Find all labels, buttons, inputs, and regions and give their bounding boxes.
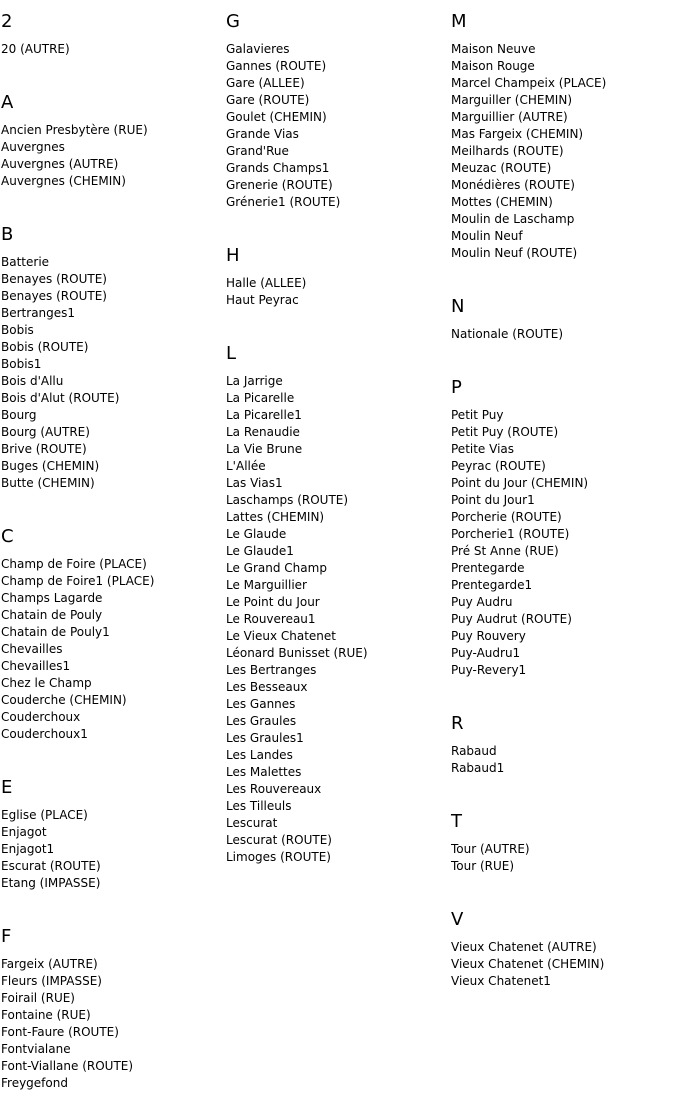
street-link[interactable]: Limoges (ROUTE) xyxy=(226,850,331,864)
street-link[interactable]: Bourg xyxy=(1,408,37,422)
street-link[interactable]: Ancien Presbytère (RUE) xyxy=(1,123,148,137)
street-link[interactable]: Benayes (ROUTE) xyxy=(1,272,107,286)
street-link[interactable]: Les Rouvereaux xyxy=(226,782,322,796)
letter-section xyxy=(1,213,223,492)
street-link[interactable]: Le Glaude1 xyxy=(226,544,294,558)
street-link[interactable]: Pré St Anne (RUE) xyxy=(451,544,559,558)
street-link[interactable]: Font-Faure (ROUTE) xyxy=(1,1025,119,1039)
section-letter-heading: G xyxy=(226,11,240,32)
letter-section xyxy=(226,0,448,211)
street-link[interactable]: Le Point du Jour xyxy=(226,595,320,609)
street-link[interactable]: Vieux Chatenet (AUTRE) xyxy=(451,940,597,954)
letter-section xyxy=(1,81,223,190)
street-link[interactable]: Vieux Chatenet (CHEMIN) xyxy=(451,957,605,971)
letter-section xyxy=(226,234,448,309)
letter-section xyxy=(451,366,673,679)
section-letter-heading: L xyxy=(226,343,237,364)
section-letter-heading: R xyxy=(451,713,464,734)
street-link[interactable]: Champs Lagarde xyxy=(1,591,103,605)
street-link[interactable]: Marguillier (AUTRE) xyxy=(451,110,568,124)
section-letter-heading: N xyxy=(451,296,465,317)
street-link[interactable]: Porcherie (ROUTE) xyxy=(451,510,562,524)
street-link[interactable]: Puy-Audru1 xyxy=(451,646,521,660)
street-link[interactable]: Puy Audrut (ROUTE) xyxy=(451,612,572,626)
street-link[interactable]: Peyrac (ROUTE) xyxy=(451,459,546,473)
street-link[interactable]: Haut Peyrac xyxy=(226,293,299,307)
street-link[interactable]: Champ de Foire (PLACE) xyxy=(1,557,147,571)
street-link[interactable]: Eglise (PLACE) xyxy=(1,808,88,822)
street-link[interactable]: Point du Jour1 xyxy=(451,493,535,507)
street-link[interactable]: Etang (IMPASSE) xyxy=(1,876,101,890)
street-link[interactable]: Porcherie1 (ROUTE) xyxy=(451,527,570,541)
street-link[interactable]: Bois d'Alut (ROUTE) xyxy=(1,391,120,405)
street-link[interactable]: Marguiller (CHEMIN) xyxy=(451,93,573,107)
street-link[interactable]: Le Glaude xyxy=(226,527,287,541)
street-link[interactable]: Goulet (CHEMIN) xyxy=(226,110,327,124)
street-link[interactable]: Lattes (CHEMIN) xyxy=(226,510,325,524)
street-link[interactable]: La Picarelle1 xyxy=(226,408,302,422)
street-link[interactable]: Font-Viallane (ROUTE) xyxy=(1,1059,134,1073)
street-link[interactable]: Laschamps (ROUTE) xyxy=(226,493,349,507)
street-link[interactable]: Las Vias1 xyxy=(226,476,283,490)
street-link[interactable]: Fontaine (RUE) xyxy=(1,1008,91,1022)
section-letter-heading: P xyxy=(451,377,462,398)
letter-section xyxy=(1,0,223,58)
street-link[interactable]: Lescurat xyxy=(226,816,278,830)
section-letter-heading: F xyxy=(1,926,12,947)
street-link[interactable]: Grand'Rue xyxy=(226,144,289,158)
index-column xyxy=(1,0,223,1115)
street-link[interactable]: Moulin Neuf xyxy=(451,229,523,243)
street-link[interactable]: Le Vieux Chatenet xyxy=(226,629,336,643)
street-link[interactable]: Chatain de Pouly1 xyxy=(1,625,110,639)
street-link[interactable]: Grenerie (ROUTE) xyxy=(226,178,333,192)
street-link[interactable]: Auvergnes (CHEMIN) xyxy=(1,174,126,188)
street-link[interactable]: Gare (ALLEE) xyxy=(226,76,305,90)
street-link[interactable]: Puy Audru xyxy=(451,595,513,609)
street-link[interactable]: Les Gannes xyxy=(226,697,296,711)
street-link[interactable]: Les Bertranges xyxy=(226,663,317,677)
street-link[interactable]: Vieux Chatenet1 xyxy=(451,974,551,988)
street-link[interactable]: Butte (CHEMIN) xyxy=(1,476,95,490)
section-letter-heading: A xyxy=(1,92,14,113)
index-column xyxy=(226,0,448,889)
section-letter-heading: C xyxy=(1,526,14,547)
street-link[interactable]: Grands Champs1 xyxy=(226,161,330,175)
street-link[interactable]: Les Tilleuls xyxy=(226,799,292,813)
street-link[interactable]: Puy-Revery1 xyxy=(451,663,527,677)
street-link[interactable]: Le Grand Champ xyxy=(226,561,327,575)
letter-section xyxy=(226,332,448,866)
street-link[interactable]: Petit Puy xyxy=(451,408,504,422)
street-link[interactable]: Prentegarde xyxy=(451,561,525,575)
street-link[interactable]: Enjagot xyxy=(1,825,47,839)
street-link[interactable]: Les Malettes xyxy=(226,765,302,779)
street-link[interactable]: Marcel Champeix (PLACE) xyxy=(451,76,607,90)
street-link[interactable]: La Renaudie xyxy=(226,425,300,439)
street-link[interactable]: Rabaud xyxy=(451,744,497,758)
section-letter-heading: E xyxy=(1,777,13,798)
street-link[interactable]: Fleurs (IMPASSE) xyxy=(1,974,102,988)
letter-section xyxy=(451,800,673,875)
street-link[interactable]: Grénerie1 (ROUTE) xyxy=(226,195,341,209)
section-letter-heading: H xyxy=(226,245,240,266)
street-link[interactable]: Halle (ALLEE) xyxy=(226,276,307,290)
street-link[interactable]: Benayes (ROUTE) xyxy=(1,289,107,303)
street-link[interactable]: Buges (CHEMIN) xyxy=(1,459,100,473)
street-link[interactable]: Les Landes xyxy=(226,748,293,762)
street-link[interactable]: Foirail (RUE) xyxy=(1,991,75,1005)
street-link[interactable]: Bobis xyxy=(1,323,34,337)
street-link[interactable]: Point du Jour (CHEMIN) xyxy=(451,476,589,490)
street-link[interactable]: Gannes (ROUTE) xyxy=(226,59,327,73)
street-link[interactable]: Gare (ROUTE) xyxy=(226,93,310,107)
street-link[interactable]: Le Marguillier xyxy=(226,578,307,592)
section-letter-heading: T xyxy=(451,811,462,832)
street-link[interactable]: Prentegarde1 xyxy=(451,578,533,592)
street-link[interactable]: Bertranges1 xyxy=(1,306,76,320)
street-link[interactable]: L'Allée xyxy=(226,459,266,473)
street-link[interactable]: Les Graules1 xyxy=(226,731,304,745)
street-link[interactable]: Escurat (ROUTE) xyxy=(1,859,101,873)
street-link[interactable]: Mas Fargeix (CHEMIN) xyxy=(451,127,584,141)
street-link[interactable]: La Picarelle xyxy=(226,391,295,405)
street-link[interactable]: Nationale (ROUTE) xyxy=(451,327,564,341)
street-link[interactable]: Bourg (AUTRE) xyxy=(1,425,90,439)
street-link[interactable]: 20 (AUTRE) xyxy=(1,42,70,56)
street-link[interactable]: Chevailles1 xyxy=(1,659,71,673)
street-link[interactable]: La Jarrige xyxy=(226,374,283,388)
street-link[interactable]: Tour (AUTRE) xyxy=(451,842,530,856)
street-link[interactable]: Auvergnes xyxy=(1,140,65,154)
street-link[interactable]: Petit Puy (ROUTE) xyxy=(451,425,559,439)
street-link[interactable]: Tour (RUE) xyxy=(451,859,515,873)
street-link[interactable]: Brive (ROUTE) xyxy=(1,442,87,456)
street-link[interactable]: Bobis1 xyxy=(1,357,42,371)
section-letter-heading: 2 xyxy=(1,11,13,32)
street-link[interactable]: Bobis (ROUTE) xyxy=(1,340,89,354)
street-link[interactable]: Auvergnes (AUTRE) xyxy=(1,157,119,171)
street-link[interactable]: Les Besseaux xyxy=(226,680,308,694)
street-link[interactable]: Puy Rouvery xyxy=(451,629,526,643)
letter-section xyxy=(1,515,223,743)
street-link[interactable]: Enjagot1 xyxy=(1,842,55,856)
street-link[interactable]: Champ de Foire1 (PLACE) xyxy=(1,574,155,588)
street-link[interactable]: Lescurat (ROUTE) xyxy=(226,833,332,847)
street-link[interactable]: Meuzac (ROUTE) xyxy=(451,161,552,175)
street-link[interactable]: Petite Vias xyxy=(451,442,515,456)
street-link[interactable]: Mottes (CHEMIN) xyxy=(451,195,553,209)
street-link[interactable]: Léonard Bunisset (RUE) xyxy=(226,646,368,660)
section-letter-heading: M xyxy=(451,11,467,32)
letter-section xyxy=(451,702,673,777)
street-link[interactable]: Galavieres xyxy=(226,42,290,56)
street-link[interactable]: Bois d'Allu xyxy=(1,374,64,388)
street-link[interactable]: Le Rouvereau1 xyxy=(226,612,316,626)
street-link[interactable]: Freygefond xyxy=(1,1076,68,1090)
street-link[interactable]: Batterie xyxy=(1,255,50,269)
street-link[interactable]: Monédières (ROUTE) xyxy=(451,178,575,192)
street-link[interactable]: La Vie Brune xyxy=(226,442,303,456)
letter-section xyxy=(1,915,223,1092)
street-link[interactable]: Les Graules xyxy=(226,714,297,728)
street-link[interactable]: Maison Rouge xyxy=(451,59,535,73)
street-link[interactable]: Rabaud1 xyxy=(451,761,505,775)
street-link[interactable]: Couderchoux xyxy=(1,710,81,724)
letter-section xyxy=(1,766,223,892)
letter-section xyxy=(451,0,673,262)
street-link[interactable]: Couderchoux1 xyxy=(1,727,88,741)
street-link[interactable]: Chez le Champ xyxy=(1,676,92,690)
street-link[interactable]: Chatain de Pouly xyxy=(1,608,103,622)
section-letter-heading: B xyxy=(1,224,14,245)
letter-section xyxy=(451,898,673,990)
street-link[interactable]: Maison Neuve xyxy=(451,42,536,56)
street-link[interactable]: Moulin Neuf (ROUTE) xyxy=(451,246,578,260)
street-link[interactable]: Meilhards (ROUTE) xyxy=(451,144,564,158)
letter-section xyxy=(451,285,673,343)
street-link[interactable]: Grande Vias xyxy=(226,127,299,141)
section-letter-heading: V xyxy=(451,909,464,930)
street-link[interactable]: Fargeix (AUTRE) xyxy=(1,957,98,971)
street-link[interactable]: Moulin de Laschamp xyxy=(451,212,575,226)
street-link[interactable]: Chevailles xyxy=(1,642,63,656)
street-link[interactable]: Fontvialane xyxy=(1,1042,71,1056)
street-link[interactable]: Couderche (CHEMIN) xyxy=(1,693,127,707)
index-column xyxy=(451,0,673,1013)
